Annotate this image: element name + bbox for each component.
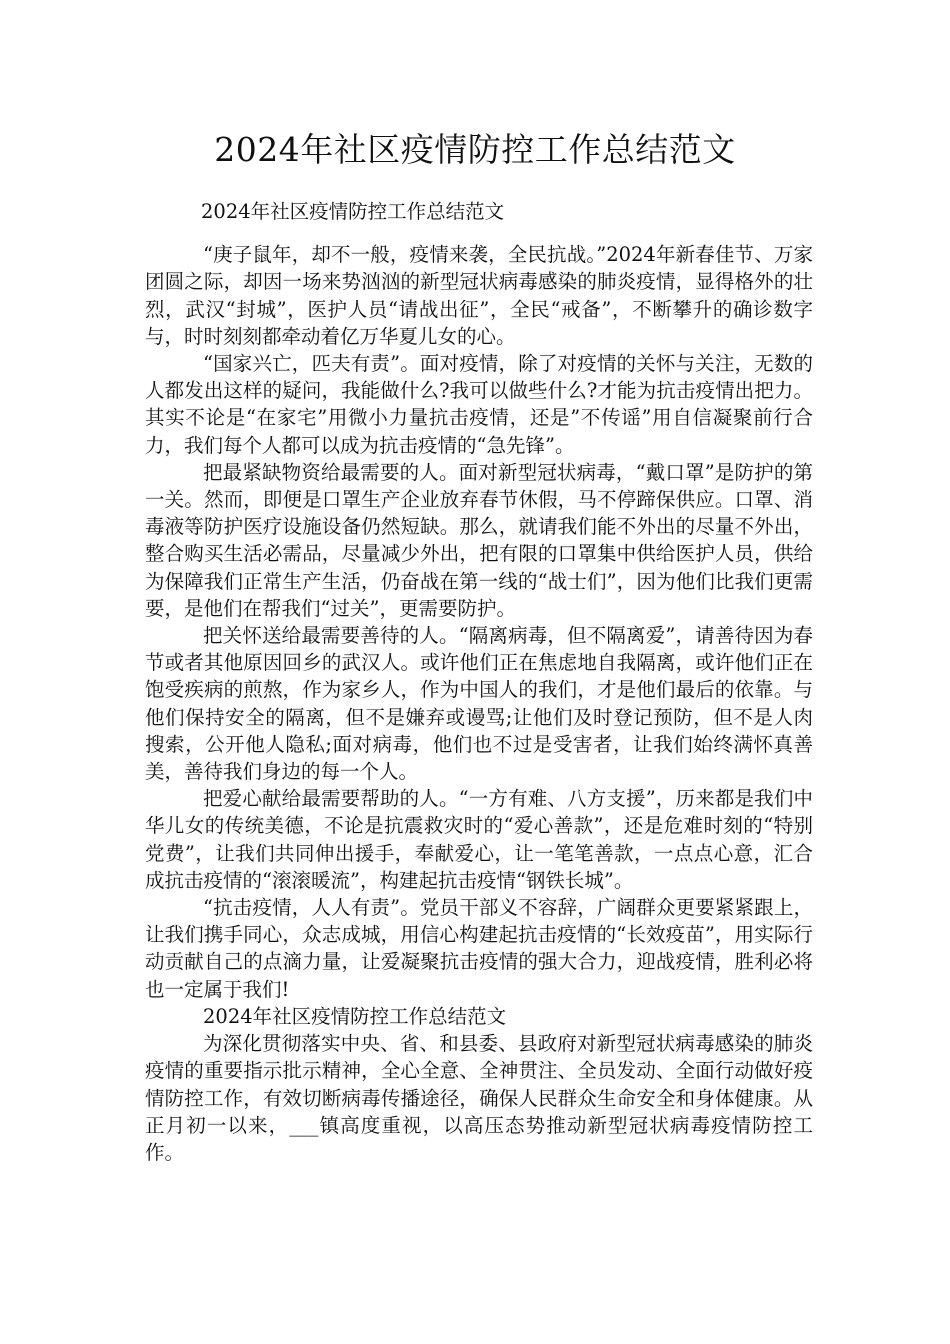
document-subtitle: 2024年社区疫情防控工作总结范文 xyxy=(201,200,505,223)
section-heading: 2024年社区疫情防控工作总结范文 xyxy=(203,1004,507,1028)
paragraph-2: “国家兴亡，匹夫有责”。面对疫情，除了对疫情的关怀与关注，无数的人都发出这样的疑问，我能做什么?我可以做些什么?才能为抗击疫情出把力。其实不论是“在家宅”用微小力量抗击疫情，还是”不传谣”用自信凝聚前行合力，我们每个人都可以成为抗击疫情的“急先锋”。 xyxy=(145,352,813,457)
paragraph-4: 把关怀送给最需要善待的人。“隔离病毒，但不隔离爱”，请善待因为春节或者其他原因回乡的武汉人。或许他们正在焦虑地自我隔离，或许他们正在饱受疾病的煎熬，作为家乡人，作为中国人的我们，才是他们最后的依靠。与他们保持安全的隔离，但不是嫌弃或谩骂;让他们及时登记预防，但不是人肉搜索，公开他人隐私;面对病毒，他们也不过是受害者，让我们始终满怀真善美，善待我们身边的每一个人。 xyxy=(145,624,813,784)
paragraph-5: 把爱心献给最需要帮助的人。“一方有难、八方支援”，历来都是我们中华儿女的传统美德，不论是抗震救灾时的“爱心善款”，还是危难时刻的“特别党费”，让我们共同伸出援手，奉献爱心，让一笔笔善款，一点点心意，汇合成抗击疫情的“滚滚暖流”，构建起抗击疫情“钢铁长城”。 xyxy=(145,787,813,892)
closing-paragraph: 为深化贯彻落实中央、省、和县委、县政府对新型冠状病毒感染的肺炎疫情的重要指示批示精神，全心全意、全神贯注、全员发动、全面行动做好疫情防控工作，有效切断病毒传播途径，确保人民群众生命安全和身体健康。从正月初一以来，___镇高度重视，以高压态势推动新型冠状病毒疫情防控工作。 xyxy=(145,1032,813,1164)
paragraph-3: 把最紧缺物资给最需要的人。面对新型冠状病毒，“戴口罩”是防护的第一关。然而，即便是口罩生产企业放弃春节休假，马不停蹄保供应。口罩、消毒液等防护医疗设施设备仍然短缺。那么，就请我们能不外出的尽量不外出，整合购买生活必需品，尽量减少外出，把有限的口罩集中供给医护人员，供给为保障我们正常生产生活，仍奋战在第一线的“战士们”，因为他们比我们更需要，是他们在帮我们“过关”，更需要防护。 xyxy=(145,460,813,620)
document-body xyxy=(145,198,813,1166)
paragraph-6: “抗击疫情，人人有责”。党员干部义不容辞，广阔群众更要紧紧跟上，让我们携手同心，众志成城，用信心构建起抗击疫情的“长效疫苗”，用实际行动贡献自己的点滴力量，让爱凝聚抗击疫情的强大合力，迎战疫情，胜利必将也一定属于我们! xyxy=(145,896,813,1001)
paragraph-1: “庚子鼠年，却不一般，疫情来袭，全民抗战。”2024年新春佳节、万家团圆之际，却因一场来势汹汹的新型冠状病毒感染的肺炎疫情，显得格外的壮烈，武汉“封城”，医护人员“请战出征”，全民“戒备”，不断攀升的确诊数字与，时时刻刻都牵动着亿万华夏儿女的心。 xyxy=(145,243,813,348)
document-title: 2024年社区疫情防控工作总结范文 xyxy=(214,130,736,169)
